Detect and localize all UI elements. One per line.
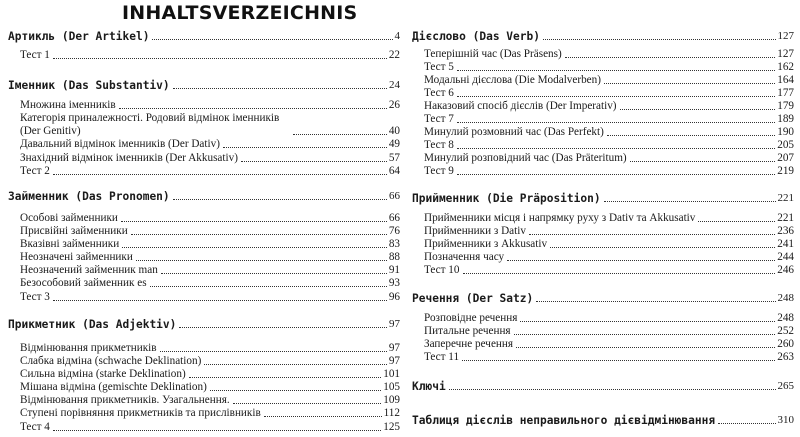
toc-section — [412, 30, 794, 43]
toc-entry-title: Тест 5 — [424, 61, 454, 73]
toc-page-number: 97 — [389, 318, 400, 330]
toc-page-number: 219 — [777, 165, 794, 177]
toc-page-number: 66 — [389, 190, 400, 202]
dot-leader — [161, 273, 387, 274]
toc-page-number: 263 — [777, 351, 794, 363]
toc-page-number: 265 — [777, 380, 794, 392]
toc-section — [412, 192, 794, 205]
dot-leader — [264, 416, 382, 417]
toc-page-number: 244 — [777, 251, 794, 263]
toc-entry — [8, 291, 400, 304]
toc-page-number: 88 — [388, 251, 400, 263]
toc-page-number: 64 — [388, 165, 400, 177]
toc-entry — [412, 152, 794, 165]
toc-entry-title: Тест 1 — [20, 49, 50, 61]
toc-page-number: 252 — [777, 325, 794, 337]
toc-entry — [412, 238, 794, 251]
toc-entry-title: Прийменники місця і напрямку руху з Dativ та Akkusativ — [424, 212, 696, 224]
toc-entry — [412, 338, 794, 351]
toc-entry-title: Речення (Der Satz) — [412, 292, 534, 305]
toc-entry — [8, 368, 400, 381]
toc-page-number: 97 — [388, 342, 400, 354]
toc-entry — [412, 264, 794, 277]
toc-entry-title: Тест 4 — [20, 421, 50, 433]
toc-entry — [8, 381, 400, 394]
toc-page-number: 207 — [777, 152, 794, 164]
toc-entry-title: Теперішній час (Das Präsens) — [424, 48, 562, 60]
toc-page-number: 26 — [388, 99, 400, 111]
toc-page-number: 241 — [777, 238, 794, 250]
toc-entry — [8, 277, 400, 290]
toc-entry-title: Прийменник (Die Präposition) — [412, 192, 601, 205]
toc-page-number: 310 — [777, 414, 794, 426]
dot-leader — [604, 201, 776, 202]
dot-leader — [565, 57, 776, 58]
toc-page-number: 248 — [777, 312, 794, 324]
toc-page-number: 101 — [383, 368, 400, 380]
toc-entry — [412, 74, 794, 87]
dot-leader — [173, 88, 387, 89]
toc-page-number: 97 — [388, 355, 400, 367]
toc-entry-title: Артикль (Der Artikel) — [8, 30, 150, 43]
toc-entry-title: Займенник (Das Pronomen) — [8, 190, 170, 203]
toc-entry-title: Категорія приналежності. Родовий відмінок іменників (Der Genitiv) — [20, 112, 280, 137]
toc-entry-title: Слабка відміна (schwache Deklination) — [20, 355, 202, 367]
toc-page-number: 49 — [388, 138, 400, 150]
toc-entry-title: Тест 10 — [424, 264, 460, 276]
toc-page-number: 93 — [388, 277, 400, 289]
dot-leader — [457, 96, 775, 97]
dot-leader — [210, 390, 381, 391]
dot-leader — [131, 234, 387, 235]
toc-entry — [412, 251, 794, 264]
toc-entry — [412, 100, 794, 113]
toc-entry-title: Тест 9 — [424, 165, 454, 177]
toc-entry-title: Прийменники з Dativ — [424, 225, 526, 237]
dot-leader — [119, 108, 387, 109]
toc-section — [8, 190, 400, 203]
toc-page-number: 236 — [777, 225, 794, 237]
dot-leader — [507, 260, 775, 261]
toc-entry-title: Таблиця дієслів неправильного дієвідмінювання — [412, 414, 716, 427]
toc-entry — [412, 225, 794, 238]
toc-entry — [412, 139, 794, 152]
dot-leader — [204, 364, 387, 365]
toc-entry — [8, 355, 400, 368]
toc-entry-title: Тест 8 — [424, 139, 454, 151]
dot-leader — [150, 286, 387, 287]
toc-entry-title: Ступені порівняння прикметників та прислівників — [20, 407, 261, 419]
toc-page-number: 66 — [388, 212, 400, 224]
toc-entry-title: Мішана відміна (gemischte Deklination) — [20, 381, 207, 393]
toc-entry — [412, 351, 794, 364]
toc-entry — [412, 312, 794, 325]
toc-page-number: 125 — [383, 421, 400, 433]
toc-entry-title: Особові займенники — [20, 212, 118, 224]
toc-entry — [8, 264, 400, 277]
toc-entry — [412, 165, 794, 178]
toc-entry — [8, 238, 400, 251]
toc-entry-title: Минулий розповідний час (Das Präteritum) — [424, 152, 627, 164]
toc-entry-title: Тест 2 — [20, 165, 50, 177]
toc-entry-title: Ключі — [412, 380, 446, 393]
toc-entry — [412, 212, 794, 225]
toc-entry-title: Тест 11 — [424, 351, 460, 363]
dot-leader — [189, 377, 382, 378]
dot-leader — [122, 247, 387, 248]
toc-page-number: 127 — [777, 48, 794, 60]
toc-page-number: 177 — [777, 87, 794, 99]
toc-page-number: 248 — [777, 292, 794, 304]
toc-entry — [412, 48, 794, 61]
dot-leader — [718, 423, 775, 424]
toc-page-number: 57 — [388, 152, 400, 164]
toc-entry-title: Розповідне речення — [424, 312, 518, 324]
dot-leader — [630, 161, 776, 162]
toc-page-number: 105 — [383, 381, 400, 393]
dot-leader — [53, 300, 387, 301]
toc-entry — [8, 225, 400, 238]
toc-entry — [8, 49, 400, 62]
dot-leader — [173, 199, 387, 200]
toc-page-number: 24 — [389, 79, 400, 91]
toc-entry-title: Позначення часу — [424, 251, 505, 263]
toc-entry-title: Безособовий займенник es — [20, 277, 147, 289]
dot-leader — [152, 39, 392, 40]
dot-leader — [233, 403, 382, 404]
dot-leader — [160, 351, 387, 352]
toc-section — [412, 414, 794, 427]
toc-page-number: 40 — [388, 125, 400, 137]
dot-leader — [293, 134, 387, 135]
dot-leader — [536, 301, 775, 302]
toc-page-number: 260 — [777, 338, 794, 350]
dot-leader — [457, 174, 775, 175]
toc-entry-title: Минулий розмовний час (Das Perfekt) — [424, 126, 604, 138]
toc-page-number: 109 — [383, 394, 400, 406]
dot-leader — [53, 58, 387, 59]
dot-leader — [53, 430, 381, 431]
toc-entry-title: Питальне речення — [424, 325, 511, 337]
toc-entry-title: Наказовий спосіб дієслів (Der Imperativ) — [424, 100, 617, 112]
toc-section — [8, 318, 400, 331]
toc-entry — [8, 342, 400, 355]
dot-leader — [449, 389, 776, 390]
toc-page-number: 76 — [388, 225, 400, 237]
toc-entry — [412, 126, 794, 139]
dot-leader — [457, 122, 775, 123]
toc-entry-title: Давальний відмінок іменників (Der Dativ) — [20, 138, 220, 150]
toc-entry-title: Іменник (Das Substantiv) — [8, 79, 170, 92]
toc-entry — [412, 61, 794, 74]
toc-entry — [8, 407, 400, 420]
toc-entry — [8, 394, 400, 407]
toc-page-number: 205 — [777, 139, 794, 151]
toc-page-number: 112 — [383, 407, 400, 419]
toc-page-number: 22 — [388, 49, 400, 61]
dot-leader — [241, 161, 387, 162]
dot-leader — [179, 327, 387, 328]
dot-leader — [457, 70, 775, 71]
toc-page-number: 4 — [394, 30, 400, 42]
toc-page-number: 127 — [777, 30, 794, 42]
dot-leader — [520, 321, 775, 322]
toc-entry — [8, 138, 400, 151]
toc-entry — [412, 325, 794, 338]
dot-leader — [529, 234, 775, 235]
toc-entry — [8, 99, 400, 112]
dot-leader — [698, 221, 775, 222]
toc-entry-title: Знахідний відмінок іменників (Der Akkusativ) — [20, 152, 238, 164]
toc-entry — [412, 113, 794, 126]
toc-entry-title: Заперечне речення — [424, 338, 514, 350]
toc-entry-title: Тест 3 — [20, 291, 50, 303]
toc-section — [412, 380, 794, 393]
dot-leader — [516, 347, 775, 348]
toc-entry-title: Неозначений займенник man — [20, 264, 158, 276]
dot-leader — [607, 135, 775, 136]
toc-page-number: 83 — [388, 238, 400, 250]
dot-leader — [136, 260, 387, 261]
dot-leader — [514, 334, 776, 335]
toc-entry-title: Модальні дієслова (Die Modalverben) — [424, 74, 601, 86]
toc-page-number: 91 — [388, 264, 400, 276]
toc-page-number: 179 — [777, 100, 794, 112]
dot-leader — [543, 39, 776, 40]
toc-entry-title: Неозначені займенники — [20, 251, 133, 263]
dot-leader — [457, 148, 775, 149]
toc-entry-title: Прийменники з Akkusativ — [424, 238, 548, 250]
toc-page-number: 190 — [777, 126, 794, 138]
toc-entry — [8, 421, 400, 434]
toc-entry-title: Прикметник (Das Adjektiv) — [8, 318, 177, 331]
dot-leader — [462, 360, 775, 361]
dot-leader — [121, 221, 387, 222]
page-title: INHALTSVERZEICHNIS — [122, 2, 358, 24]
toc-entry — [8, 112, 400, 138]
toc-entry-title: Відмінювання прикметників. Узагальнення. — [20, 394, 230, 406]
toc-entry — [8, 165, 400, 178]
dot-leader — [620, 109, 776, 110]
dot-leader — [463, 273, 776, 274]
toc-entry-title: Дієслово (Das Verb) — [412, 30, 540, 43]
toc-section — [8, 79, 400, 92]
toc-page-number: 189 — [777, 113, 794, 125]
toc-entry — [8, 212, 400, 225]
toc-entry — [8, 251, 400, 264]
toc-entry-title: Тест 7 — [424, 113, 454, 125]
toc-page-number: 96 — [388, 291, 400, 303]
dot-leader — [53, 174, 387, 175]
toc-entry-title: Відмінювання прикметників — [20, 342, 157, 354]
toc-entry-title: Тест 6 — [424, 87, 454, 99]
toc-page-number: 164 — [777, 74, 794, 86]
toc-entry-title: Присвійні займенники — [20, 225, 128, 237]
toc-entry — [8, 152, 400, 165]
toc-page-number: 221 — [777, 192, 794, 204]
toc-entry-title: Сильна відміна (starke Deklination) — [20, 368, 186, 380]
dot-leader — [550, 247, 775, 248]
toc-page-number: 162 — [777, 61, 794, 73]
toc-entry-title: Множина іменників — [20, 99, 116, 111]
toc-page-number: 221 — [777, 212, 794, 224]
toc-page-number: 246 — [777, 264, 794, 276]
toc-entry-title: Вказівні займенники — [20, 238, 120, 250]
dot-leader — [223, 147, 387, 148]
dot-leader — [604, 83, 775, 84]
toc-entry — [412, 87, 794, 100]
toc-section — [8, 30, 400, 43]
toc-section — [412, 292, 794, 305]
